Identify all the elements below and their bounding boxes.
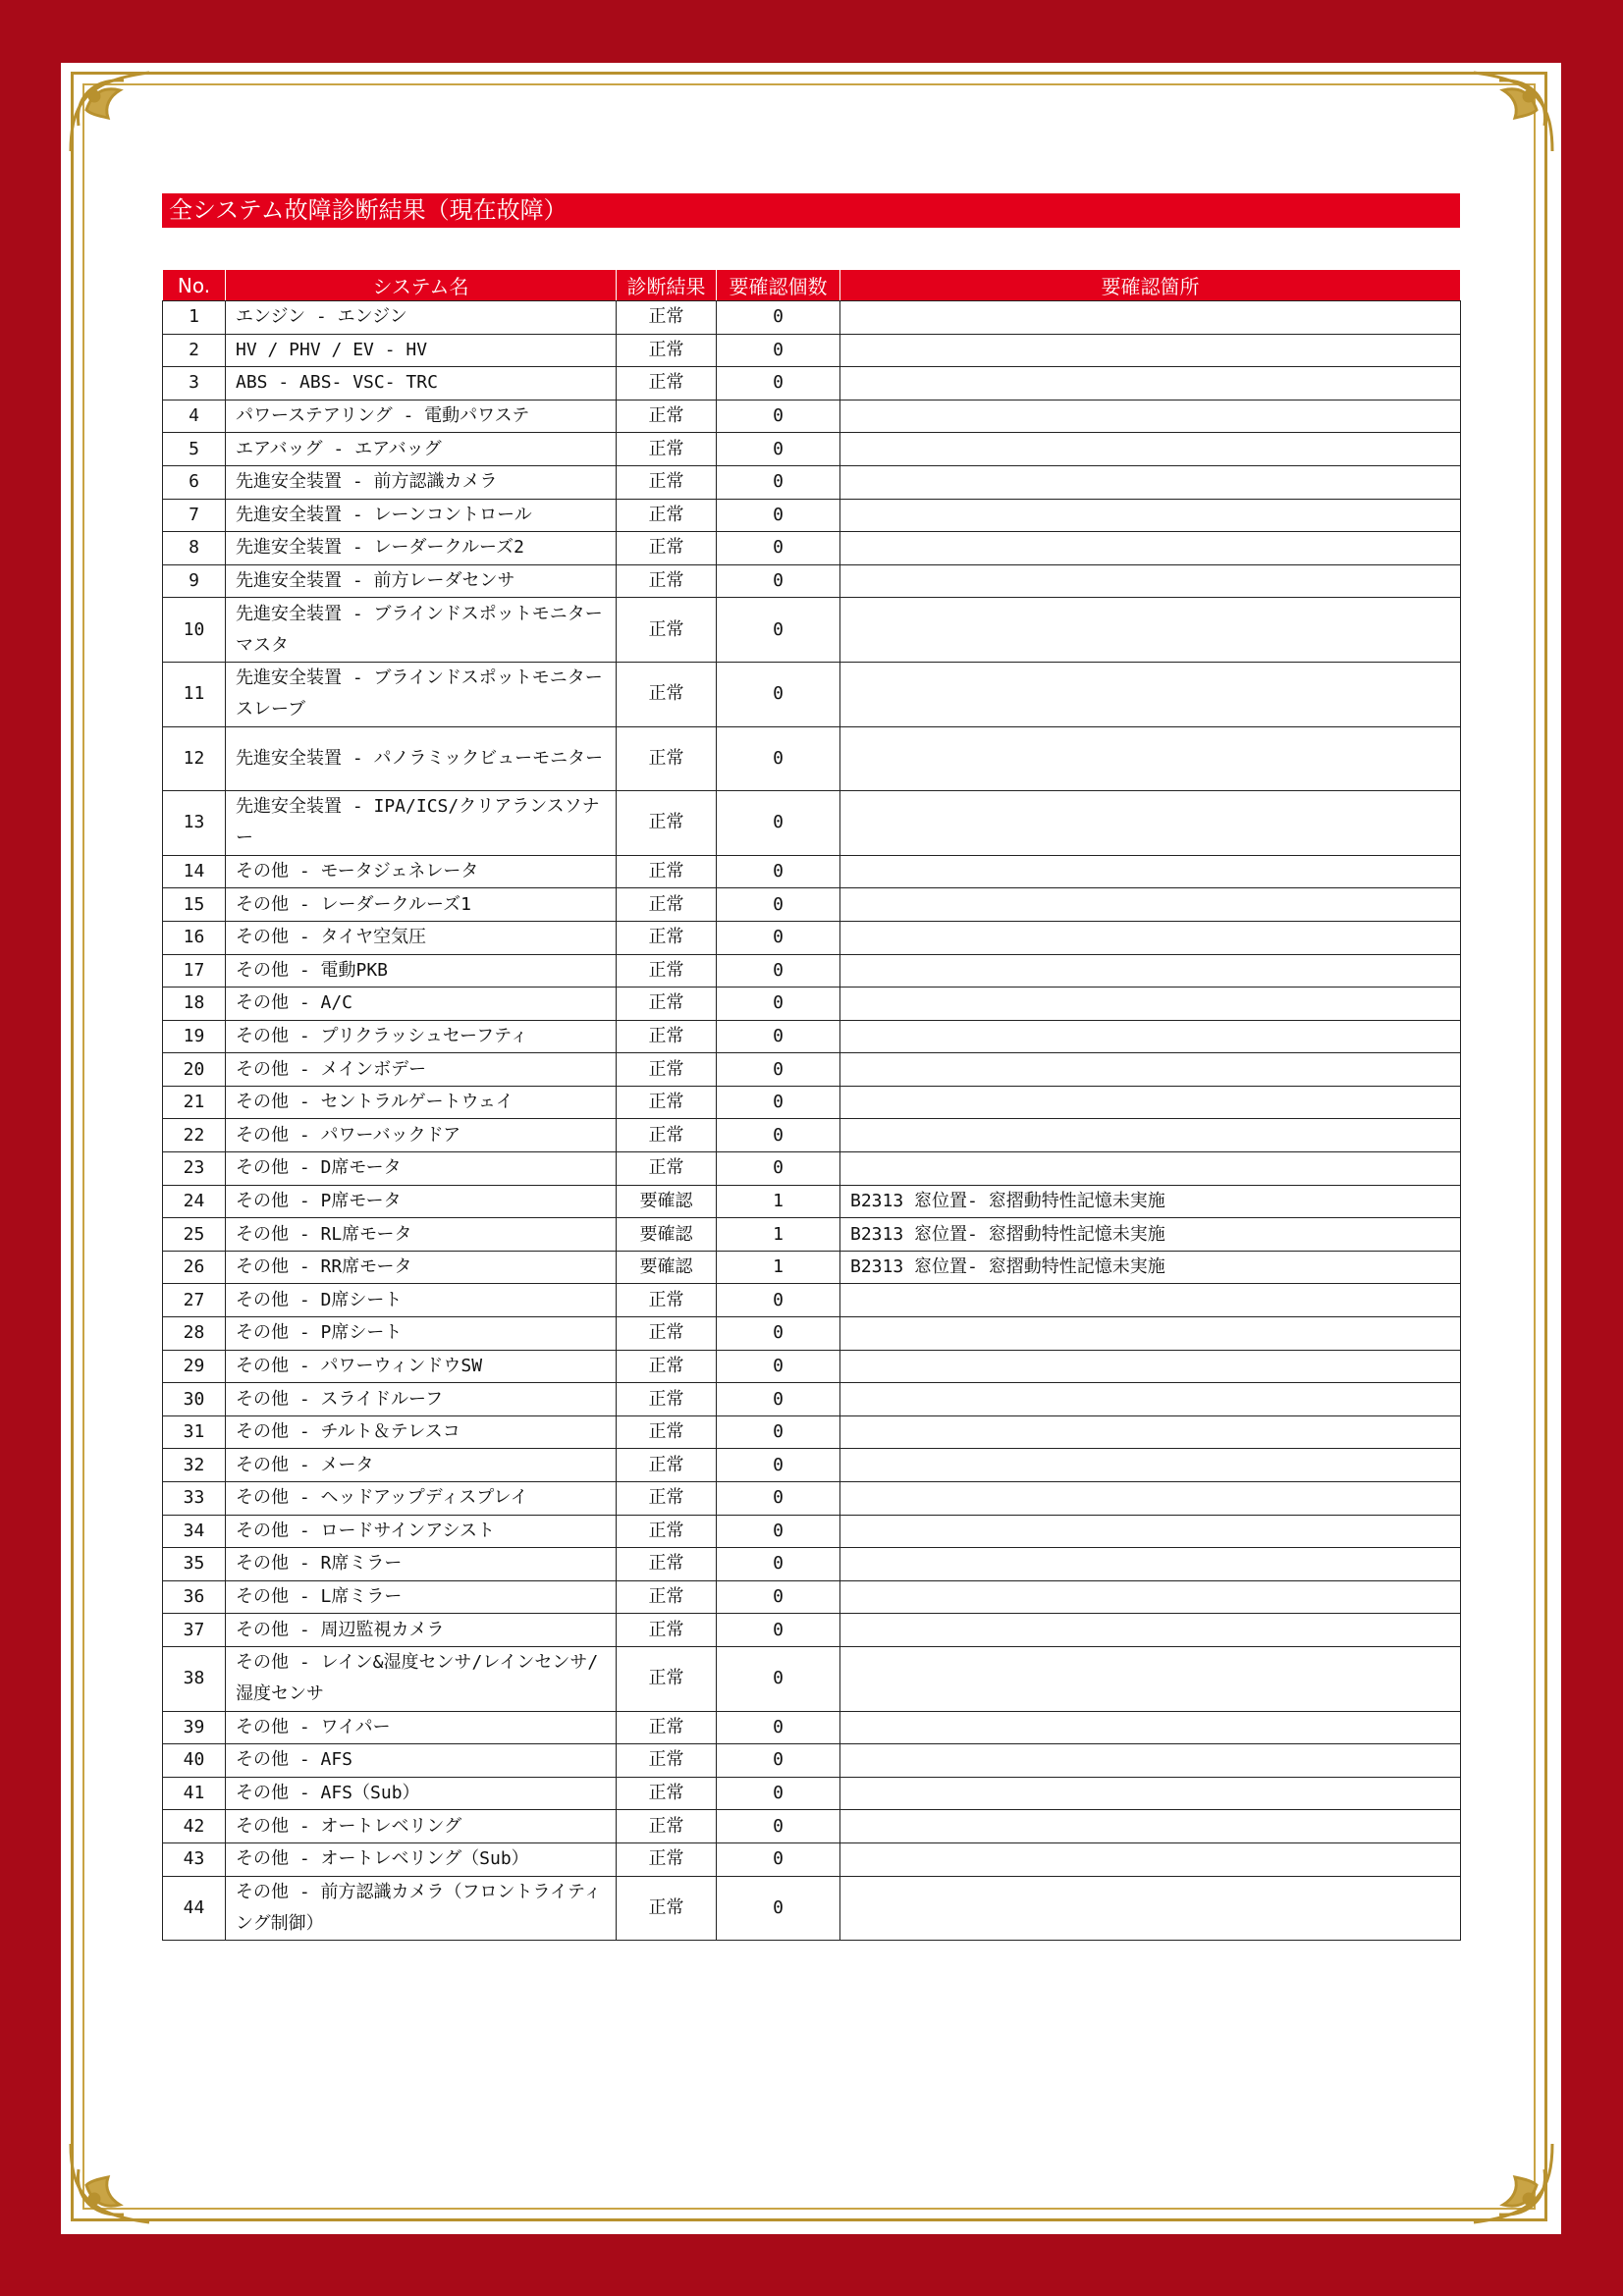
row-number-cell: 32	[163, 1449, 226, 1482]
check-location-cell	[840, 1646, 1461, 1711]
row-number-cell: 29	[163, 1350, 226, 1383]
check-count-cell: 1	[717, 1251, 840, 1284]
check-count-cell: 0	[717, 334, 840, 367]
row-number-cell: 38	[163, 1646, 226, 1711]
check-location-cell	[840, 988, 1461, 1021]
row-number-cell: 2	[163, 334, 226, 367]
check-location-cell	[840, 888, 1461, 922]
check-count-cell: 0	[717, 1515, 840, 1548]
diagnosis-result-cell: 正常	[617, 1548, 717, 1581]
check-location-cell	[840, 532, 1461, 565]
ornament-corner-icon	[65, 67, 155, 157]
system-name-cell: その他 - 電動PKB	[226, 954, 617, 988]
system-name-cell: 先進安全装置 - レーンコントロール	[226, 499, 617, 532]
system-name-cell: その他 - レイン&湿度センサ/レインセンサ/湿度センサ	[226, 1646, 617, 1711]
diagnosis-result-cell: 正常	[617, 598, 717, 663]
table-row	[163, 564, 1461, 598]
table-row	[163, 1482, 1461, 1516]
check-count-cell: 0	[717, 1580, 840, 1614]
check-location-cell	[840, 598, 1461, 663]
table-row	[163, 1383, 1461, 1416]
column-header-location: 要確認箇所	[840, 270, 1461, 301]
diagnosis-result-cell: 正常	[617, 1777, 717, 1810]
system-name-cell: 先進安全装置 - ブラインドスポットモニター マスタ	[226, 598, 617, 663]
diagnosis-result-cell: 正常	[617, 400, 717, 433]
diagnosis-result-cell: 正常	[617, 499, 717, 532]
system-name-cell: その他 - D席モータ	[226, 1152, 617, 1186]
check-count-cell: 0	[717, 791, 840, 856]
row-number-cell: 33	[163, 1482, 226, 1516]
check-count-cell: 0	[717, 465, 840, 499]
check-count-cell: 0	[717, 1842, 840, 1876]
diagnosis-result-cell: 正常	[617, 1415, 717, 1449]
check-location-cell	[840, 499, 1461, 532]
table-row	[163, 532, 1461, 565]
table-row	[163, 1086, 1461, 1119]
table-row	[163, 1646, 1461, 1711]
table-row	[163, 598, 1461, 663]
system-name-cell: パワーステアリング - 電動パワステ	[226, 400, 617, 433]
table-row	[163, 1152, 1461, 1186]
row-number-cell: 37	[163, 1614, 226, 1647]
check-count-cell: 0	[717, 662, 840, 726]
table-row	[163, 1777, 1461, 1810]
system-name-cell: その他 - パワーバックドア	[226, 1119, 617, 1152]
table-row	[163, 1218, 1461, 1252]
system-name-cell: その他 - レーダークルーズ1	[226, 888, 617, 922]
check-count-cell: 0	[717, 1744, 840, 1778]
system-name-cell: その他 - 周辺監視カメラ	[226, 1614, 617, 1647]
diagnosis-result-cell: 正常	[617, 791, 717, 856]
table-row	[163, 888, 1461, 922]
check-location-cell	[840, 1614, 1461, 1647]
row-number-cell: 34	[163, 1515, 226, 1548]
check-location-cell	[840, 1415, 1461, 1449]
system-name-cell: その他 - メインボデー	[226, 1053, 617, 1087]
row-number-cell: 16	[163, 921, 226, 954]
table-row	[163, 1350, 1461, 1383]
check-location-cell	[840, 301, 1461, 335]
check-location-cell	[840, 1744, 1461, 1778]
diagnosis-result-cell: 正常	[617, 855, 717, 888]
table-row	[163, 662, 1461, 726]
check-location-cell	[840, 954, 1461, 988]
row-number-cell: 1	[163, 301, 226, 335]
system-name-cell: その他 - RR席モータ	[226, 1251, 617, 1284]
row-number-cell: 11	[163, 662, 226, 726]
table-row	[163, 921, 1461, 954]
check-count-cell: 0	[717, 598, 840, 663]
diagnosis-result-cell: 正常	[617, 1744, 717, 1778]
row-number-cell: 27	[163, 1284, 226, 1317]
ornament-corner-icon	[65, 2138, 155, 2228]
row-number-cell: 22	[163, 1119, 226, 1152]
ornament-corner-icon	[1468, 2138, 1558, 2228]
row-number-cell: 8	[163, 532, 226, 565]
row-number-cell: 25	[163, 1218, 226, 1252]
system-name-cell: その他 - パワーウィンドウSW	[226, 1350, 617, 1383]
check-location-cell	[840, 1449, 1461, 1482]
check-location-cell	[840, 400, 1461, 433]
check-count-cell: 0	[717, 400, 840, 433]
diagnosis-result-cell: 要確認	[617, 1251, 717, 1284]
check-location-cell	[840, 1020, 1461, 1053]
row-number-cell: 4	[163, 400, 226, 433]
table-row	[163, 954, 1461, 988]
check-location-cell	[840, 921, 1461, 954]
diagnosis-result-cell: 正常	[617, 1350, 717, 1383]
row-number-cell: 18	[163, 988, 226, 1021]
table-row	[163, 1711, 1461, 1744]
system-name-cell: その他 - L席ミラー	[226, 1580, 617, 1614]
row-number-cell: 28	[163, 1317, 226, 1351]
check-location-cell	[840, 1777, 1461, 1810]
check-location-cell	[840, 1383, 1461, 1416]
system-name-cell: ABS - ABS- VSC- TRC	[226, 367, 617, 400]
diagnosis-result-cell: 正常	[617, 954, 717, 988]
table-row	[163, 465, 1461, 499]
table-row	[163, 1053, 1461, 1087]
check-location-cell	[840, 1482, 1461, 1516]
check-location-cell	[840, 1548, 1461, 1581]
system-name-cell: その他 - A/C	[226, 988, 617, 1021]
system-name-cell: その他 - オートレベリング	[226, 1810, 617, 1843]
row-number-cell: 13	[163, 791, 226, 856]
check-location-cell	[840, 334, 1461, 367]
check-location-cell	[840, 1810, 1461, 1843]
check-count-cell: 0	[717, 532, 840, 565]
diagnosis-result-cell: 正常	[617, 1614, 717, 1647]
system-name-cell: 先進安全装置 - レーダークルーズ2	[226, 532, 617, 565]
diagnosis-table	[162, 269, 1461, 1941]
check-location-cell: B2313 窓位置- 窓摺動特性記憶未実施	[840, 1251, 1461, 1284]
check-location-cell	[840, 433, 1461, 466]
system-name-cell: 先進安全装置 - ブラインドスポットモニター スレーブ	[226, 662, 617, 726]
diagnosis-result-cell: 正常	[617, 921, 717, 954]
diagnosis-result-cell: 正常	[617, 532, 717, 565]
system-name-cell: 先進安全装置 - 前方レーダセンサ	[226, 564, 617, 598]
diagnosis-result-cell: 正常	[617, 662, 717, 726]
diagnosis-result-cell: 正常	[617, 1810, 717, 1843]
check-location-cell	[840, 1580, 1461, 1614]
check-count-cell: 0	[717, 1711, 840, 1744]
diagnosis-result-cell: 正常	[617, 367, 717, 400]
check-location-cell	[840, 465, 1461, 499]
system-name-cell: HV / PHV / EV - HV	[226, 334, 617, 367]
check-count-cell: 0	[717, 1317, 840, 1351]
check-count-cell: 0	[717, 1876, 840, 1941]
check-count-cell: 0	[717, 1383, 840, 1416]
table-row	[163, 1415, 1461, 1449]
diagnosis-result-cell: 要確認	[617, 1185, 717, 1218]
diagnosis-result-cell: 正常	[617, 1842, 717, 1876]
check-count-cell: 0	[717, 888, 840, 922]
diagnosis-result-cell: 正常	[617, 433, 717, 466]
diagnosis-result-cell: 正常	[617, 1086, 717, 1119]
system-name-cell: その他 - メータ	[226, 1449, 617, 1482]
table-row	[163, 1317, 1461, 1351]
table-row	[163, 726, 1461, 791]
row-number-cell: 12	[163, 726, 226, 791]
diagnosis-result-cell: 正常	[617, 1646, 717, 1711]
row-number-cell: 17	[163, 954, 226, 988]
table-row	[163, 1744, 1461, 1778]
check-location-cell	[840, 662, 1461, 726]
row-number-cell: 6	[163, 465, 226, 499]
check-location-cell	[840, 1711, 1461, 1744]
check-location-cell	[840, 855, 1461, 888]
check-location-cell	[840, 367, 1461, 400]
check-location-cell	[840, 791, 1461, 856]
row-number-cell: 19	[163, 1020, 226, 1053]
table-row	[163, 1185, 1461, 1218]
row-number-cell: 20	[163, 1053, 226, 1087]
check-count-cell: 1	[717, 1185, 840, 1218]
check-count-cell: 0	[717, 1152, 840, 1186]
row-number-cell: 44	[163, 1876, 226, 1941]
diagnosis-result-cell: 正常	[617, 1317, 717, 1351]
diagnosis-result-cell: 正常	[617, 1152, 717, 1186]
row-number-cell: 23	[163, 1152, 226, 1186]
check-count-cell: 0	[717, 988, 840, 1021]
diagnosis-result-cell: 正常	[617, 1053, 717, 1087]
check-count-cell: 0	[717, 1449, 840, 1482]
column-header-result: 診断結果	[617, 270, 717, 301]
diagnosis-result-cell: 正常	[617, 1515, 717, 1548]
system-name-cell: その他 - 前方認識カメラ（フロントライティング制御）	[226, 1876, 617, 1941]
row-number-cell: 43	[163, 1842, 226, 1876]
check-count-cell: 0	[717, 1810, 840, 1843]
table-row	[163, 1119, 1461, 1152]
check-location-cell: B2313 窓位置- 窓摺動特性記憶未実施	[840, 1218, 1461, 1252]
row-number-cell: 31	[163, 1415, 226, 1449]
row-number-cell: 10	[163, 598, 226, 663]
check-count-cell: 0	[717, 1053, 840, 1087]
system-name-cell: その他 - モータジェネレータ	[226, 855, 617, 888]
diagnosis-result-cell: 正常	[617, 1711, 717, 1744]
row-number-cell: 9	[163, 564, 226, 598]
check-count-cell: 0	[717, 1415, 840, 1449]
row-number-cell: 24	[163, 1185, 226, 1218]
check-count-cell: 0	[717, 855, 840, 888]
check-count-cell: 0	[717, 1119, 840, 1152]
row-number-cell: 35	[163, 1548, 226, 1581]
check-location-cell	[840, 726, 1461, 791]
check-count-cell: 0	[717, 921, 840, 954]
system-name-cell: その他 - オートレベリング（Sub）	[226, 1842, 617, 1876]
check-count-cell: 1	[717, 1218, 840, 1252]
row-number-cell: 21	[163, 1086, 226, 1119]
row-number-cell: 5	[163, 433, 226, 466]
system-name-cell: その他 - セントラルゲートウェイ	[226, 1086, 617, 1119]
check-location-cell	[840, 1053, 1461, 1087]
table-row	[163, 1515, 1461, 1548]
system-name-cell: エアバッグ - エアバッグ	[226, 433, 617, 466]
check-location-cell	[840, 1152, 1461, 1186]
table-row	[163, 301, 1461, 335]
check-location-cell	[840, 1317, 1461, 1351]
diagnosis-result-cell: 正常	[617, 564, 717, 598]
check-location-cell	[840, 564, 1461, 598]
check-count-cell: 0	[717, 1548, 840, 1581]
row-number-cell: 40	[163, 1744, 226, 1778]
table-body	[163, 301, 1461, 1941]
check-location-cell	[840, 1350, 1461, 1383]
check-location-cell	[840, 1515, 1461, 1548]
system-name-cell: その他 - P席シート	[226, 1317, 617, 1351]
row-number-cell: 41	[163, 1777, 226, 1810]
diagnosis-result-cell: 正常	[617, 1482, 717, 1516]
check-count-cell: 0	[717, 1614, 840, 1647]
diagnosis-result-cell: 正常	[617, 1449, 717, 1482]
diagnosis-result-cell: 正常	[617, 726, 717, 791]
check-location-cell	[840, 1119, 1461, 1152]
table-row	[163, 1284, 1461, 1317]
system-name-cell: その他 - RL席モータ	[226, 1218, 617, 1252]
row-number-cell: 7	[163, 499, 226, 532]
check-count-cell: 0	[717, 301, 840, 335]
diagnosis-result-cell: 正常	[617, 1876, 717, 1941]
diagnosis-result-cell: 正常	[617, 465, 717, 499]
diagnosis-result-cell: 正常	[617, 1284, 717, 1317]
check-count-cell: 0	[717, 1646, 840, 1711]
system-name-cell: 先進安全装置 - パノラミックビューモニター	[226, 726, 617, 791]
row-number-cell: 36	[163, 1580, 226, 1614]
check-count-cell: 0	[717, 433, 840, 466]
diagnosis-result-cell: 要確認	[617, 1218, 717, 1252]
check-count-cell: 0	[717, 1284, 840, 1317]
row-number-cell: 39	[163, 1711, 226, 1744]
diagnosis-result-cell: 正常	[617, 334, 717, 367]
system-name-cell: その他 - ワイパー	[226, 1711, 617, 1744]
table-row	[163, 791, 1461, 856]
diagnosis-result-cell: 正常	[617, 1020, 717, 1053]
diagnosis-result-cell: 正常	[617, 1580, 717, 1614]
system-name-cell: その他 - AFS（Sub）	[226, 1777, 617, 1810]
table-row	[163, 499, 1461, 532]
table-row	[163, 855, 1461, 888]
column-header-count: 要確認個数	[717, 270, 840, 301]
check-count-cell: 0	[717, 1086, 840, 1119]
system-name-cell: その他 - タイヤ空気圧	[226, 921, 617, 954]
table-row	[163, 1876, 1461, 1941]
table-row	[163, 1614, 1461, 1647]
system-name-cell: エンジン - エンジン	[226, 301, 617, 335]
check-location-cell	[840, 1284, 1461, 1317]
row-number-cell: 42	[163, 1810, 226, 1843]
table-row	[163, 1580, 1461, 1614]
check-count-cell: 0	[717, 1482, 840, 1516]
check-count-cell: 0	[717, 726, 840, 791]
table-row	[163, 433, 1461, 466]
system-name-cell: その他 - D席シート	[226, 1284, 617, 1317]
check-count-cell: 0	[717, 954, 840, 988]
system-name-cell: その他 - チルト＆テレスコ	[226, 1415, 617, 1449]
check-count-cell: 0	[717, 1020, 840, 1053]
row-number-cell: 15	[163, 888, 226, 922]
check-location-cell	[840, 1842, 1461, 1876]
table-row	[163, 334, 1461, 367]
table-header-row	[163, 270, 1461, 301]
check-location-cell: B2313 窓位置- 窓摺動特性記憶未実施	[840, 1185, 1461, 1218]
table-row	[163, 1842, 1461, 1876]
table-row	[163, 1020, 1461, 1053]
row-number-cell: 26	[163, 1251, 226, 1284]
system-name-cell: その他 - ヘッドアップディスプレイ	[226, 1482, 617, 1516]
check-count-cell: 0	[717, 1350, 840, 1383]
check-location-cell	[840, 1876, 1461, 1941]
column-header-no: No.	[163, 270, 226, 301]
table-row	[163, 988, 1461, 1021]
diagnosis-result-cell: 正常	[617, 301, 717, 335]
system-name-cell: 先進安全装置 - IPA/ICS/クリアランスソナー	[226, 791, 617, 856]
diagnosis-result-cell: 正常	[617, 888, 717, 922]
row-number-cell: 30	[163, 1383, 226, 1416]
diagnosis-result-cell: 正常	[617, 1119, 717, 1152]
diagnosis-result-cell: 正常	[617, 988, 717, 1021]
row-number-cell: 3	[163, 367, 226, 400]
diagnosis-result-cell: 正常	[617, 1383, 717, 1416]
system-name-cell: 先進安全装置 - 前方認識カメラ	[226, 465, 617, 499]
table-row	[163, 1449, 1461, 1482]
check-count-cell: 0	[717, 1777, 840, 1810]
check-count-cell: 0	[717, 499, 840, 532]
system-name-cell: その他 - プリクラッシュセーフティ	[226, 1020, 617, 1053]
row-number-cell: 14	[163, 855, 226, 888]
table-row	[163, 1810, 1461, 1843]
system-name-cell: その他 - ロードサインアシスト	[226, 1515, 617, 1548]
ornament-corner-icon	[1468, 67, 1558, 157]
system-name-cell: その他 - スライドルーフ	[226, 1383, 617, 1416]
check-count-cell: 0	[717, 564, 840, 598]
column-header-system: システム名	[226, 270, 617, 301]
system-name-cell: その他 - AFS	[226, 1744, 617, 1778]
check-count-cell: 0	[717, 367, 840, 400]
check-location-cell	[840, 1086, 1461, 1119]
system-name-cell: その他 - R席ミラー	[226, 1548, 617, 1581]
table-row	[163, 1548, 1461, 1581]
section-title: 全システム故障診断結果（現在故障）	[162, 193, 1460, 228]
system-name-cell: その他 - P席モータ	[226, 1185, 617, 1218]
table-row	[163, 367, 1461, 400]
table-row	[163, 400, 1461, 433]
table-row	[163, 1251, 1461, 1284]
